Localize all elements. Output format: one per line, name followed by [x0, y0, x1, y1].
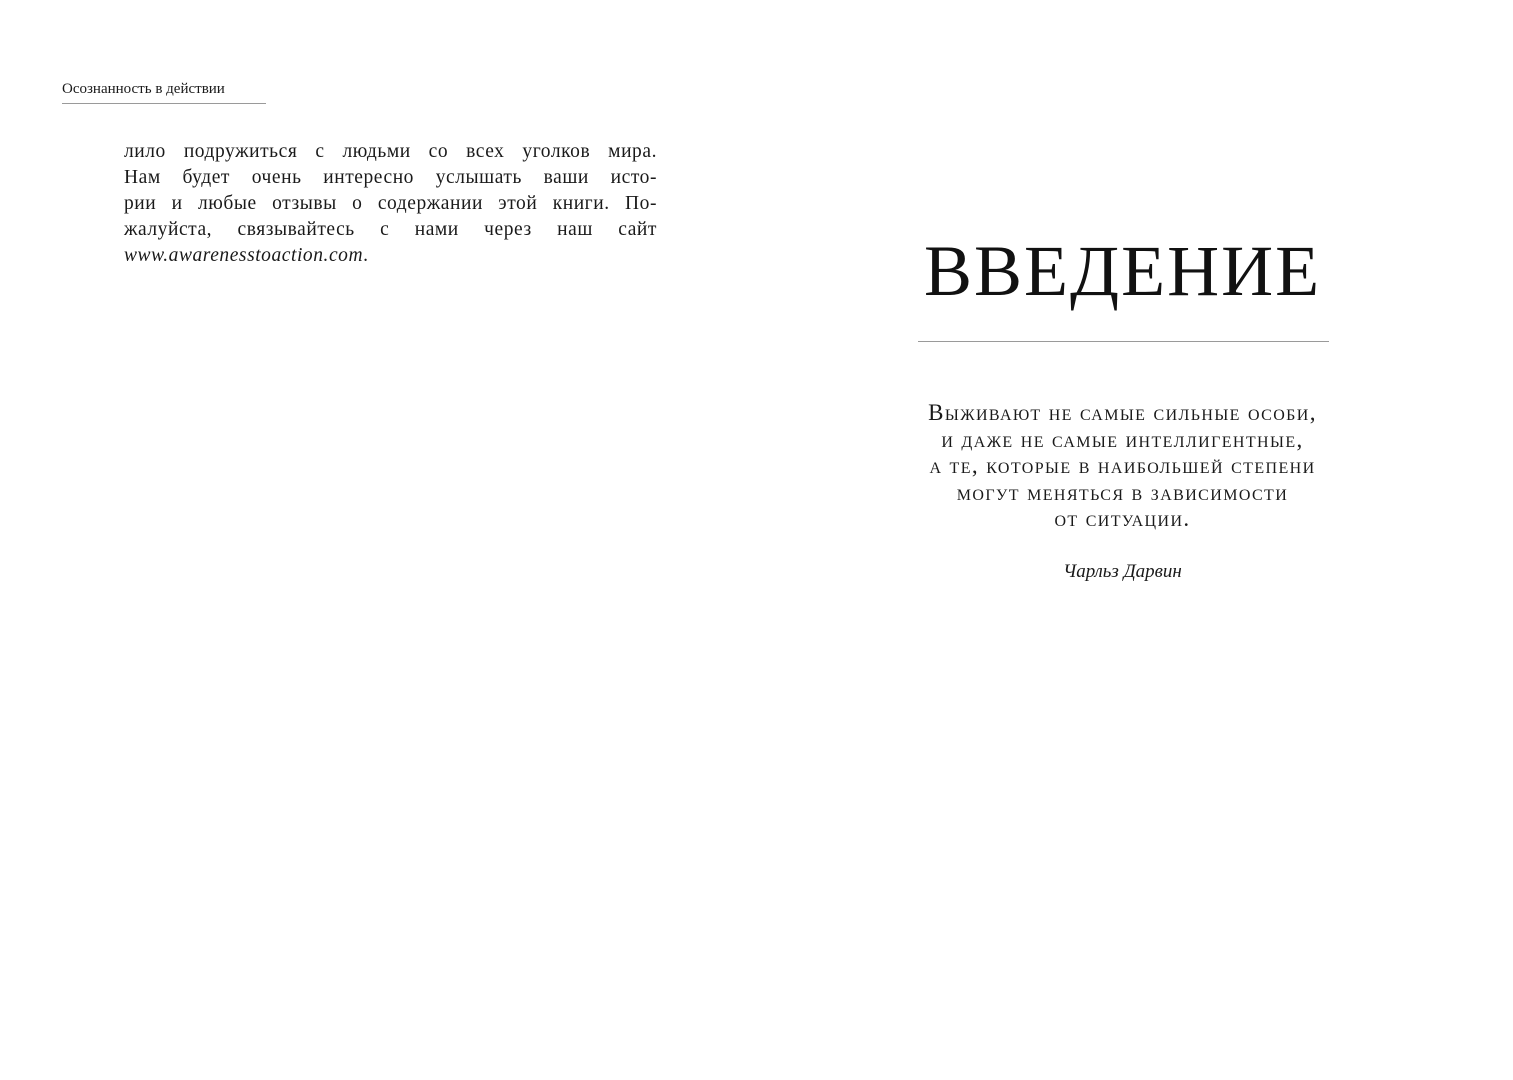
body-paragraph	[124, 139, 657, 269]
title-divider	[918, 341, 1329, 342]
running-header-text: Осознанность в действии	[62, 81, 225, 97]
chapter-title: ВВЕДЕНИЕ	[923, 231, 1322, 311]
body-line: Нам будет очень интересно услышать ваши исто-	[124, 167, 657, 188]
right-page	[756, 0, 1513, 1080]
body-line: лило подружиться с людьми со всех уголков мира.	[124, 141, 657, 162]
body-line: рии и любые отзывы о содержании этой книги. По-	[124, 193, 657, 214]
website-url: www.awarenesstoaction.com	[124, 245, 364, 266]
epigraph-line: могут меняться в зависимости	[956, 479, 1289, 505]
epigraph-line: и даже не самые интеллигентные,	[941, 426, 1304, 452]
epigraph-line: Выживают не самые сильные особи,	[928, 400, 1317, 425]
body-line-url	[124, 243, 657, 269]
epigraph-line: а те, которые в наибольшей степени	[929, 453, 1316, 478]
running-header	[62, 78, 266, 104]
body-line: жалуйста, связывайтесь с нами через наш сайт	[124, 219, 657, 240]
epigraph-attribution: Чарльз Дарвин	[1063, 561, 1182, 582]
epigraph-line: от ситуации.	[1054, 506, 1191, 531]
epigraph	[756, 400, 1489, 533]
left-page	[0, 0, 756, 1080]
url-period: .	[363, 245, 369, 266]
